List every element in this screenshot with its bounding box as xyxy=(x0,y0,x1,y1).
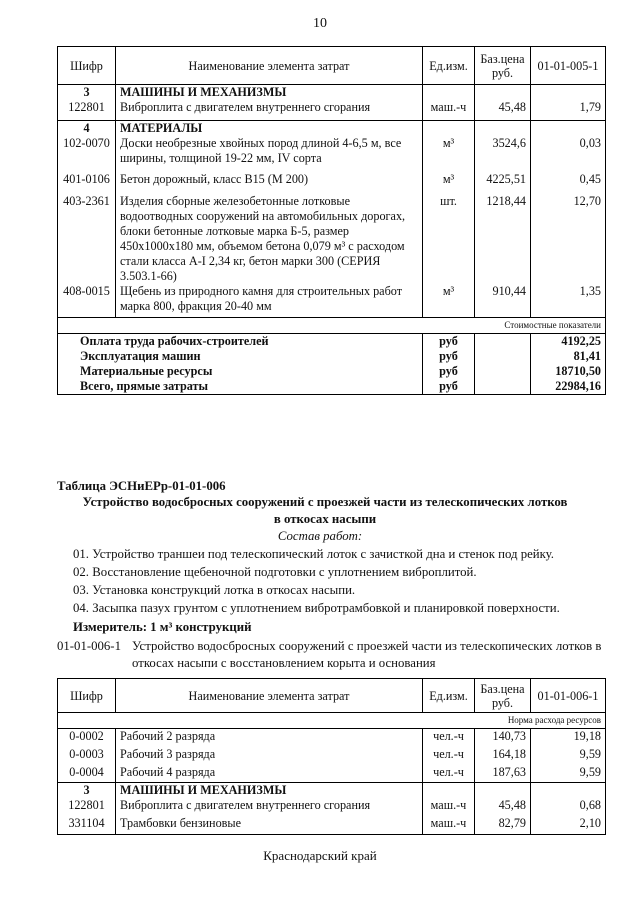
resource-quantity: 19,18 xyxy=(531,729,606,747)
resource-price: 45,48 xyxy=(475,100,531,120)
norm-table-005 xyxy=(57,46,606,395)
resource-quantity: 9,59 xyxy=(531,765,606,783)
footer-region: Краснодарский край xyxy=(263,848,377,863)
table-row xyxy=(58,284,606,318)
resource-unit: м³ xyxy=(423,136,475,172)
resource-name: Бетон дорожный, класс В15 (М 200) xyxy=(116,172,423,194)
resource-price: 187,63 xyxy=(475,765,531,783)
total-value: 4192,25 xyxy=(531,334,606,350)
total-value: 22984,16 xyxy=(531,379,606,395)
resource-price: 45,48 xyxy=(475,798,531,816)
resource-unit: маш.-ч xyxy=(423,100,475,120)
section-title: МАШИНЫ И МЕХАНИЗМЫ xyxy=(116,783,423,799)
header-unit: Ед.изм. xyxy=(423,679,475,713)
resource-price: 3524,6 xyxy=(475,136,531,172)
table-header-row xyxy=(58,47,606,85)
resource-price: 164,18 xyxy=(475,747,531,765)
header-norm: 01-01-006-1 xyxy=(531,679,606,713)
resource-name: Виброплита с двигателем внутреннего сгорания xyxy=(116,798,423,816)
total-value: 81,41 xyxy=(531,349,606,364)
total-unit: руб xyxy=(423,349,475,364)
norm-table-006 xyxy=(57,678,606,835)
resource-name: Рабочий 4 разряда xyxy=(116,765,423,783)
resource-name: Трамбовки бензиновые xyxy=(116,816,423,834)
total-unit: руб xyxy=(423,334,475,350)
section-title: МАТЕРИАЛЫ xyxy=(116,120,423,136)
page-number: 10 xyxy=(313,16,327,31)
header-unit: Ед.изм. xyxy=(423,47,475,85)
resource-quantity: 2,10 xyxy=(531,816,606,834)
total-row xyxy=(58,349,606,364)
header-name: Наименование элемента затрат xyxy=(116,679,423,713)
section-number: 4 xyxy=(58,120,116,136)
resource-quantity: 0,68 xyxy=(531,798,606,816)
meter-label: Измеритель: 1 м³ конструкций xyxy=(73,620,252,634)
table-row xyxy=(58,172,606,194)
resource-name: Изделия сборные железобетонные лотковые водоотводных сооружений на автомобильных дорогах, блоки бетонные лотковые марка Б-5, размер 450х1000х180 мм, объемом бетона 0,079 м³ с расходом стали класса А-I 2,34 кг, бетон марки 300 (СЕРИЯ 3.503.1-66) xyxy=(116,194,423,284)
resource-unit: маш.-ч xyxy=(423,816,475,834)
resource-unit: м³ xyxy=(423,172,475,194)
table-row xyxy=(58,798,606,816)
table-title: Таблица ЭСНиЕРр-01-01-006 xyxy=(57,479,226,493)
resource-unit: шт. xyxy=(423,194,475,284)
table-row xyxy=(58,100,606,120)
resource-norm-caption: Норма расхода ресурсов xyxy=(58,713,606,729)
table-row xyxy=(58,816,606,834)
table-row xyxy=(58,765,606,783)
header-norm: 01-01-005-1 xyxy=(531,47,606,85)
resource-quantity: 9,59 xyxy=(531,747,606,765)
header-name: Наименование элемента затрат xyxy=(116,47,423,85)
total-row xyxy=(58,334,606,350)
total-label: Всего, прямые затраты xyxy=(58,379,423,395)
resource-unit: м³ xyxy=(423,284,475,318)
section-title: МАШИНЫ И МЕХАНИЗМЫ xyxy=(116,85,423,101)
resource-unit: чел.-ч xyxy=(423,729,475,747)
resource-quantity: 1,79 xyxy=(531,100,606,120)
works-item: 02. Восстановление щебеночной подготовки с уплотнением виброплитой. xyxy=(73,565,477,579)
resource-code: 102-0070 xyxy=(58,136,116,172)
total-value: 18710,50 xyxy=(531,364,606,379)
works-title: Состав работ: xyxy=(277,529,363,543)
resource-price: 140,73 xyxy=(475,729,531,747)
header-price: Баз.цена руб. xyxy=(475,47,531,85)
resource-quantity: 12,70 xyxy=(531,194,606,284)
total-unit: руб xyxy=(423,379,475,395)
works-item: 04. Засыпка пазух грунтом с уплотнением вибротрамбовкой и планировкой поверхности. xyxy=(73,601,560,615)
resource-unit: чел.-ч xyxy=(423,765,475,783)
resource-code: 408-0015 xyxy=(58,284,116,318)
total-label: Оплата труда рабочих-строителей xyxy=(58,334,423,350)
header-price: Баз.цена руб. xyxy=(475,679,531,713)
resource-code: 331104 xyxy=(58,816,116,834)
section-row-machines xyxy=(58,783,606,799)
table-row xyxy=(58,194,606,284)
resource-name: Рабочий 2 разряда xyxy=(116,729,423,747)
section-row-materials xyxy=(58,120,606,136)
total-label: Эксплуатация машин xyxy=(58,349,423,364)
resource-code: 0-0003 xyxy=(58,747,116,765)
resource-code: 0-0004 xyxy=(58,765,116,783)
norm-name: Устройство водосбросных сооружений с проезжей части из телескопических лотков в откосах насыпи с восстановлением корыта и основания xyxy=(132,639,602,670)
resource-unit: маш.-ч xyxy=(423,798,475,816)
resource-quantity: 1,35 xyxy=(531,284,606,318)
norm-code: 01-01-006-1 xyxy=(57,639,121,653)
resource-code: 122801 xyxy=(58,798,116,816)
table-row xyxy=(58,747,606,765)
resource-code: 403-2361 xyxy=(58,194,116,284)
section-row-machines xyxy=(58,85,606,101)
resource-name: Рабочий 3 разряда xyxy=(116,747,423,765)
resource-norm-caption-row xyxy=(58,713,606,729)
resource-name: Виброплита с двигателем внутреннего сгорания xyxy=(116,100,423,120)
resource-code: 401-0106 xyxy=(58,172,116,194)
total-row xyxy=(58,364,606,379)
total-label: Материальные ресурсы xyxy=(58,364,423,379)
resource-name: Щебень из природного камня для строительных работ марка 800, фракция 20-40 мм xyxy=(116,284,423,318)
section-heading: Устройство водосбросных сооружений с проезжей части из телескопических лотков в откосах насыпи xyxy=(82,495,568,526)
resource-quantity: 0,45 xyxy=(531,172,606,194)
total-unit: руб xyxy=(423,364,475,379)
section-number: 3 xyxy=(58,783,116,799)
resource-code: 0-0002 xyxy=(58,729,116,747)
resource-code: 122801 xyxy=(58,100,116,120)
works-item: 03. Установка конструкций лотка в откосах насыпи. xyxy=(73,583,356,597)
header-code: Шифр xyxy=(58,679,116,713)
resource-price: 82,79 xyxy=(475,816,531,834)
resource-unit: чел.-ч xyxy=(423,747,475,765)
table-row xyxy=(58,136,606,172)
cost-caption: Стоимостные показатели xyxy=(58,318,606,334)
resource-price: 4225,51 xyxy=(475,172,531,194)
resource-price: 910,44 xyxy=(475,284,531,318)
table-row xyxy=(58,729,606,747)
total-row xyxy=(58,379,606,395)
table-header-row xyxy=(58,679,606,713)
resource-quantity: 0,03 xyxy=(531,136,606,172)
cost-caption-row xyxy=(58,318,606,334)
section-number: 3 xyxy=(58,85,116,101)
header-code: Шифр xyxy=(58,47,116,85)
resource-price: 1218,44 xyxy=(475,194,531,284)
resource-name: Доски необрезные хвойных пород длиной 4-6,5 м, все ширины, толщиной 19-22 мм, IV сорта xyxy=(116,136,423,172)
works-item: 01. Устройство траншеи под телескопический лоток с зачисткой дна и стенок под рейку. xyxy=(73,547,554,561)
